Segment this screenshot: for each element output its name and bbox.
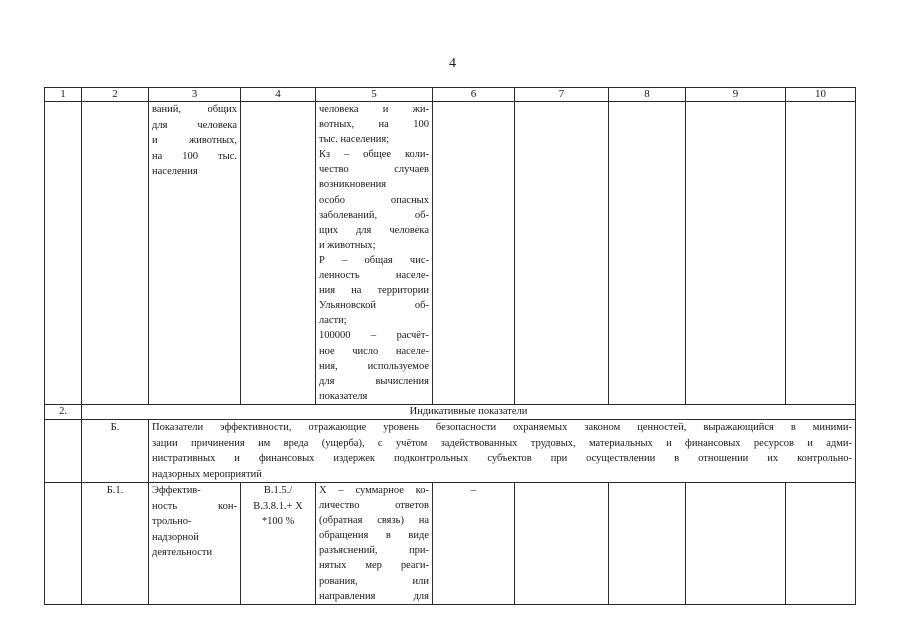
indicator-name bbox=[149, 483, 241, 605]
table-cell bbox=[45, 420, 82, 483]
text-line: нистративных и финансовых издержек подконтрольных субъектов при осуществлении в отношении их контрольно- bbox=[152, 453, 852, 464]
table-row-continuation bbox=[45, 102, 856, 405]
text-line: обращения в виде bbox=[319, 530, 429, 542]
column-header: 3 bbox=[149, 88, 241, 102]
text-line: надзорных мероприятий bbox=[152, 468, 262, 480]
text-line: возникновения bbox=[319, 179, 387, 191]
table-cell bbox=[686, 483, 786, 605]
table-cell bbox=[515, 483, 609, 605]
text-line: 100000 – расчёт- bbox=[319, 330, 429, 342]
indicator-col6: – bbox=[433, 483, 515, 605]
table-cell bbox=[786, 483, 856, 605]
table-cell bbox=[433, 102, 515, 405]
text-line: рования, или bbox=[319, 575, 429, 587]
text-line: ваний, общих bbox=[152, 104, 237, 115]
table-cell bbox=[686, 102, 786, 405]
indicator-code: Б.1. bbox=[82, 483, 149, 605]
formula-description bbox=[316, 483, 433, 605]
text-line: (обратная связь) на bbox=[319, 515, 429, 527]
text-line: для вычисления bbox=[319, 375, 429, 387]
column-header: 5 bbox=[316, 88, 433, 102]
text-line: В.3.8.1.+ Х bbox=[253, 500, 303, 512]
text-line: ния на территории bbox=[319, 285, 429, 297]
text-line: заболеваний, об- bbox=[319, 209, 429, 221]
text-line: деятельности bbox=[152, 547, 213, 558]
table-cell bbox=[609, 483, 686, 605]
text-line: тыс. населения; bbox=[319, 134, 390, 146]
text-line: чество случаев bbox=[319, 164, 429, 176]
text-line: вотных, на 100 bbox=[319, 119, 429, 131]
text-line: человека и жи- bbox=[319, 104, 429, 115]
group-description bbox=[149, 420, 856, 483]
table-cell bbox=[786, 102, 856, 405]
text-line: щих для человека bbox=[319, 224, 429, 236]
text-line: Ульяновской об- bbox=[319, 300, 429, 312]
text-line: для человека bbox=[152, 119, 237, 131]
column-header: 10 bbox=[786, 88, 856, 102]
text-line: ласти; bbox=[319, 315, 347, 327]
group-row bbox=[45, 420, 856, 483]
text-line: В.1.5./ bbox=[263, 485, 293, 496]
text-line: и животных; bbox=[319, 239, 376, 251]
text-line: Р – общая чис- bbox=[319, 254, 429, 266]
text-line: на 100 тыс. bbox=[152, 150, 237, 162]
column-header: 6 bbox=[433, 88, 515, 102]
column-header-row bbox=[45, 88, 856, 102]
text-line: Эффектив- bbox=[152, 485, 201, 496]
text-line: ное число населе- bbox=[319, 345, 429, 357]
text-line: ность кон- bbox=[152, 500, 237, 512]
table-cell bbox=[609, 102, 686, 405]
text-line: личество ответов bbox=[319, 500, 429, 512]
column-header: 4 bbox=[241, 88, 316, 102]
table-cell bbox=[82, 102, 149, 405]
text-line: Х – суммарное ко- bbox=[319, 485, 429, 496]
text-line: ленность населе- bbox=[319, 270, 429, 282]
text-line: направления для bbox=[319, 590, 429, 602]
group-code: Б. bbox=[82, 420, 149, 483]
indicator-table bbox=[44, 87, 856, 605]
indicator-name-continuation bbox=[149, 102, 241, 405]
text-line: и животных, bbox=[152, 135, 237, 146]
table-cell bbox=[515, 102, 609, 405]
text-line: Кз – общее коли- bbox=[319, 149, 429, 161]
table-cell bbox=[241, 102, 316, 405]
section-number: 2. bbox=[45, 405, 82, 420]
section-title: Индикативные показатели bbox=[82, 405, 856, 420]
text-line: ния, используемое bbox=[319, 360, 429, 372]
text-line: особо опасных bbox=[319, 194, 429, 206]
text-line: Показатели эффективности, отражающие уровень безопасности охраняемых законом ценностей, выражающийся в миними- bbox=[152, 422, 852, 433]
text-line: зации причинения им вреда (ущерба), с учётом задействованных трудовых, материальных и финансовых ресурсов и адми- bbox=[152, 437, 852, 449]
text-line: трольно- bbox=[152, 516, 192, 527]
text-line: населения bbox=[152, 166, 198, 177]
text-line: нятых мер реаги- bbox=[319, 560, 429, 572]
indicator-row bbox=[45, 483, 856, 605]
column-header: 2 bbox=[82, 88, 149, 102]
indicator-formula bbox=[241, 483, 316, 605]
page-number: 4 bbox=[449, 56, 456, 71]
section-row bbox=[45, 405, 856, 420]
formula-description-continuation bbox=[316, 102, 433, 405]
text-line: *100 % bbox=[261, 516, 295, 527]
column-header: 9 bbox=[686, 88, 786, 102]
table-cell bbox=[45, 483, 82, 605]
column-header: 1 bbox=[45, 88, 82, 102]
table-cell bbox=[45, 102, 82, 405]
column-header: 8 bbox=[609, 88, 686, 102]
text-line: разъяснений, при- bbox=[319, 545, 429, 557]
text-line: показателя bbox=[319, 390, 368, 402]
text-line: надзорной bbox=[152, 531, 199, 543]
column-header: 7 bbox=[515, 88, 609, 102]
